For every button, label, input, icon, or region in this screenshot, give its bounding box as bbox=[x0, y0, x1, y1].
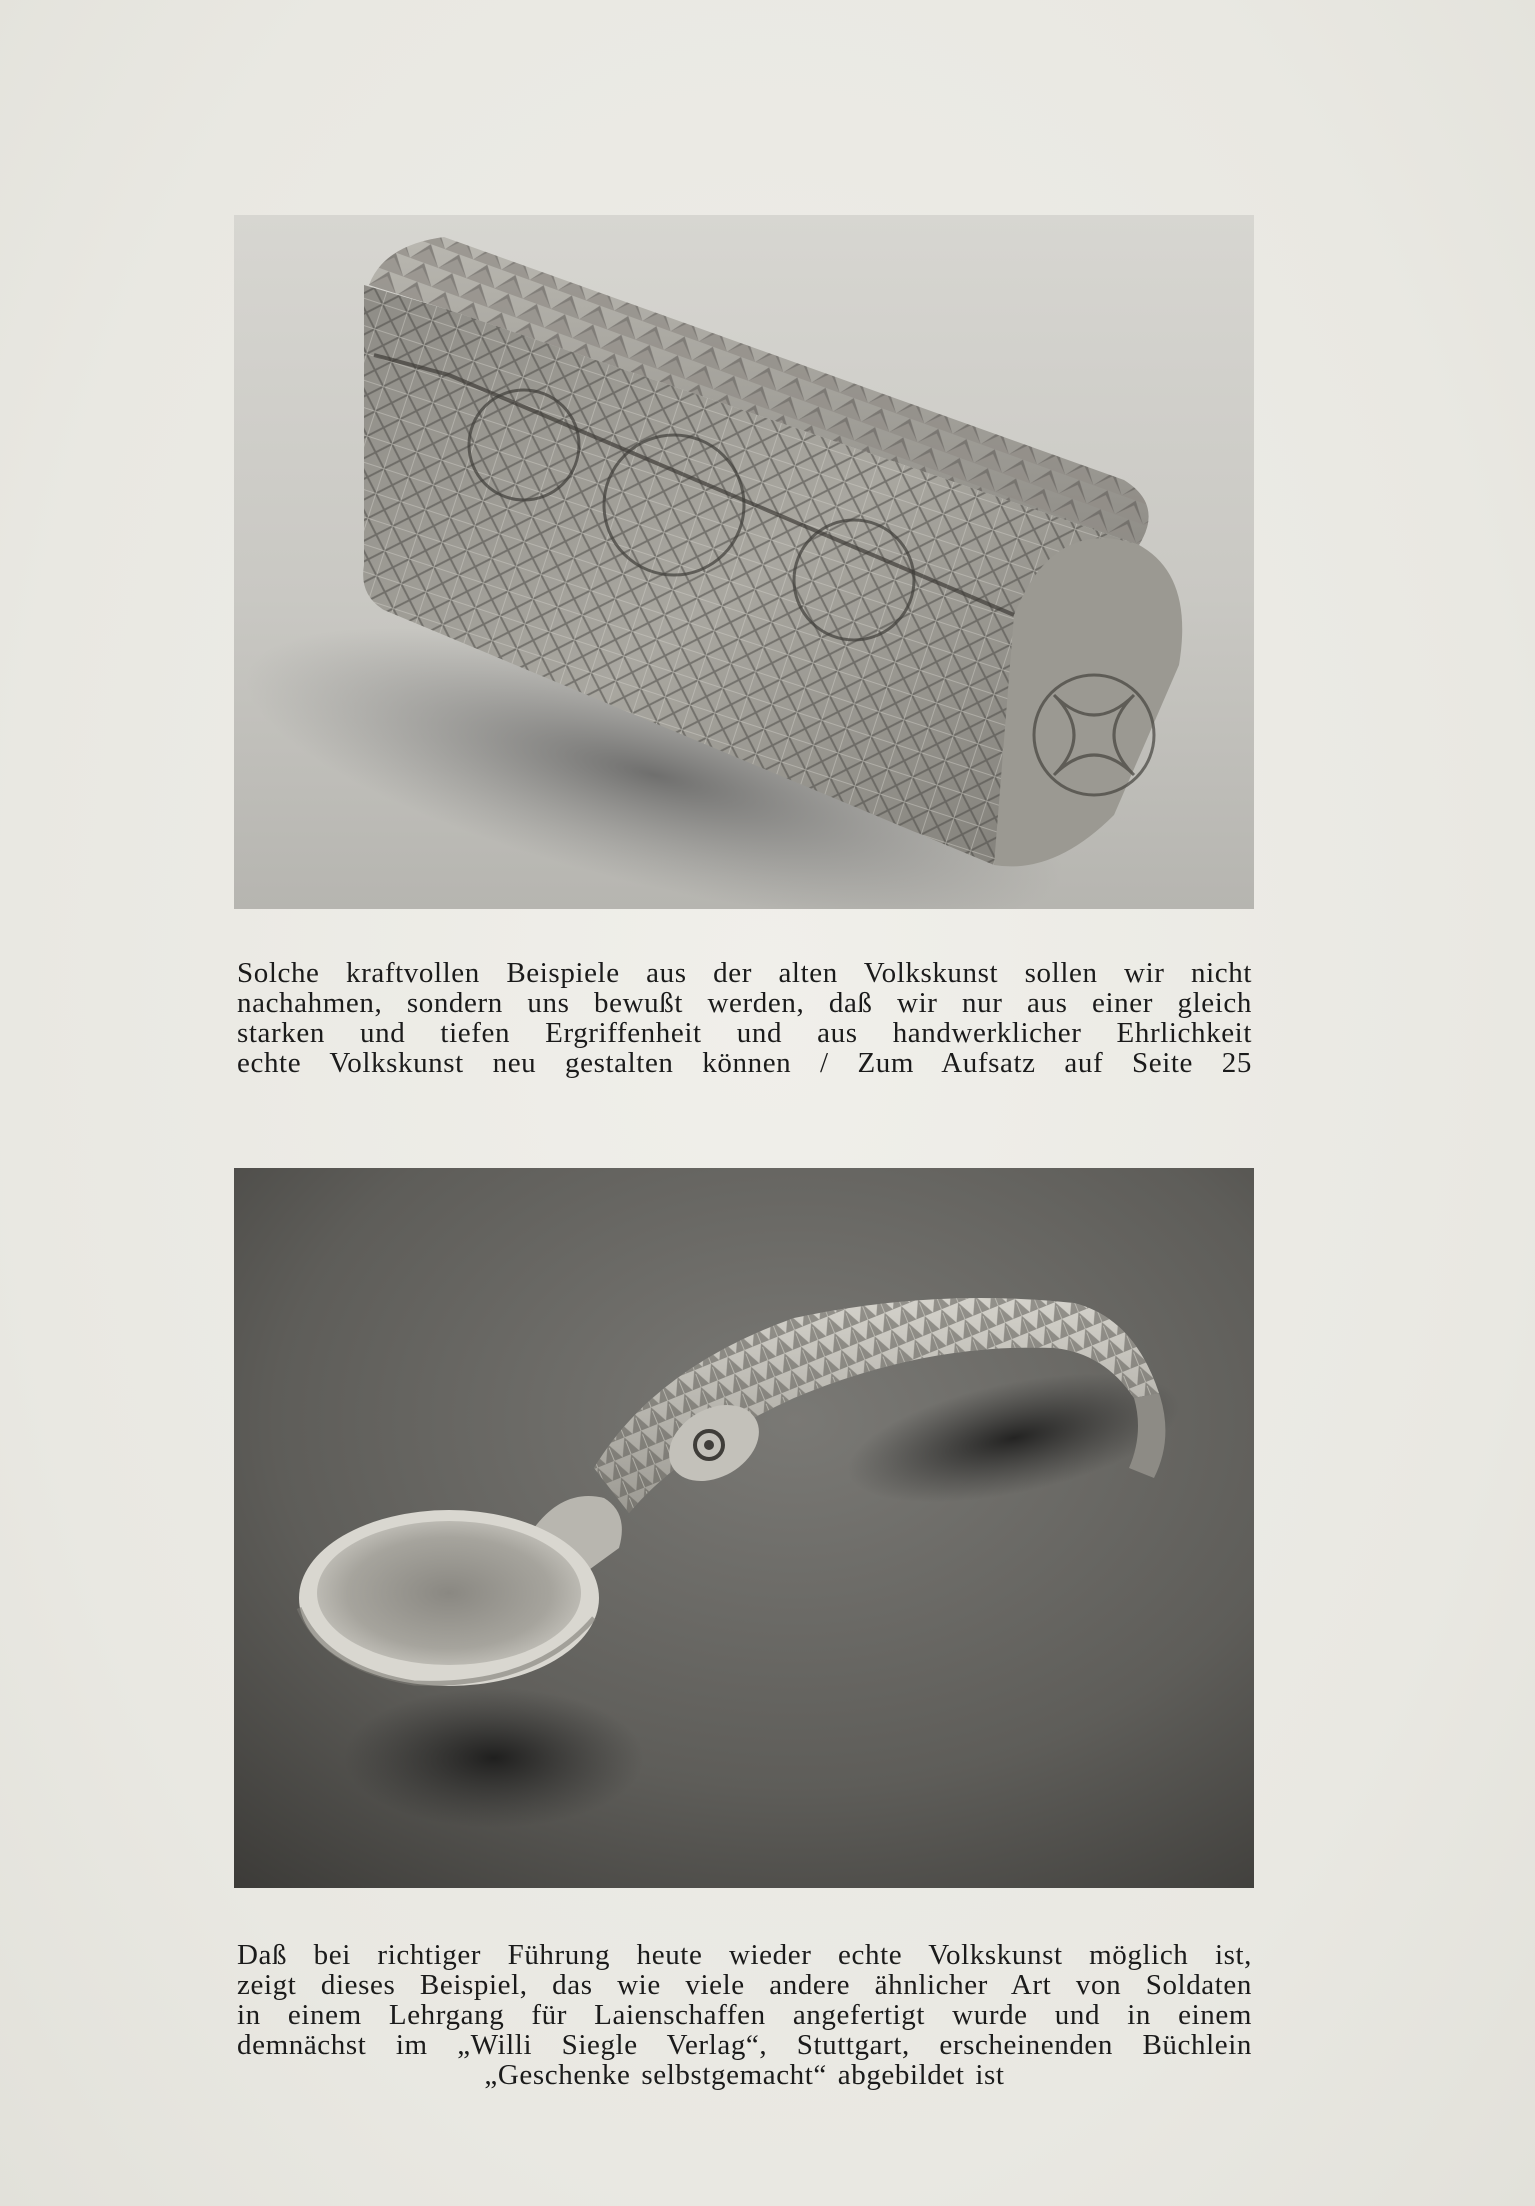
caption-line: starken und tiefen Ergriffenheit und aus handwerklicher Ehrlichkeit bbox=[237, 1017, 1252, 1049]
caption-line: „Geschenke selbstgemacht“ abgebildet ist bbox=[484, 2059, 1005, 2091]
caption-line: in einem Lehrgang für Laienschaffen angefertigt wurde und in einem bbox=[237, 1999, 1252, 2031]
caption-line: Daß bei richtiger Führung heute wieder echte Volkskunst möglich ist, bbox=[237, 1939, 1252, 1971]
caption-line: zeigt dieses Beispiel, das wie viele andere ähnlicher Art von Soldaten bbox=[237, 1969, 1252, 2001]
carved-box-illustration bbox=[234, 215, 1254, 909]
caption-line: echte Volkskunst neu gestalten können / Zum Aufsatz auf Seite 25 bbox=[237, 1047, 1252, 1079]
carved-box-photo bbox=[234, 215, 1254, 909]
caption-line: Solche kraftvollen Beispiele aus der alten Volkskunst sollen wir nicht bbox=[237, 957, 1252, 989]
caption-spoon bbox=[237, 1940, 1252, 2090]
caption-line: demnächst im „Willi Siegle Verlag“, Stuttgart, erscheinenden Büchlein bbox=[237, 2029, 1252, 2061]
caption-box bbox=[237, 958, 1252, 1078]
caption-line: nachahmen, sondern uns bewußt werden, daß wir nur aus einer gleich bbox=[237, 987, 1252, 1019]
carved-spoon-illustration bbox=[234, 1168, 1254, 1888]
carved-spoon-photo bbox=[234, 1168, 1254, 1888]
